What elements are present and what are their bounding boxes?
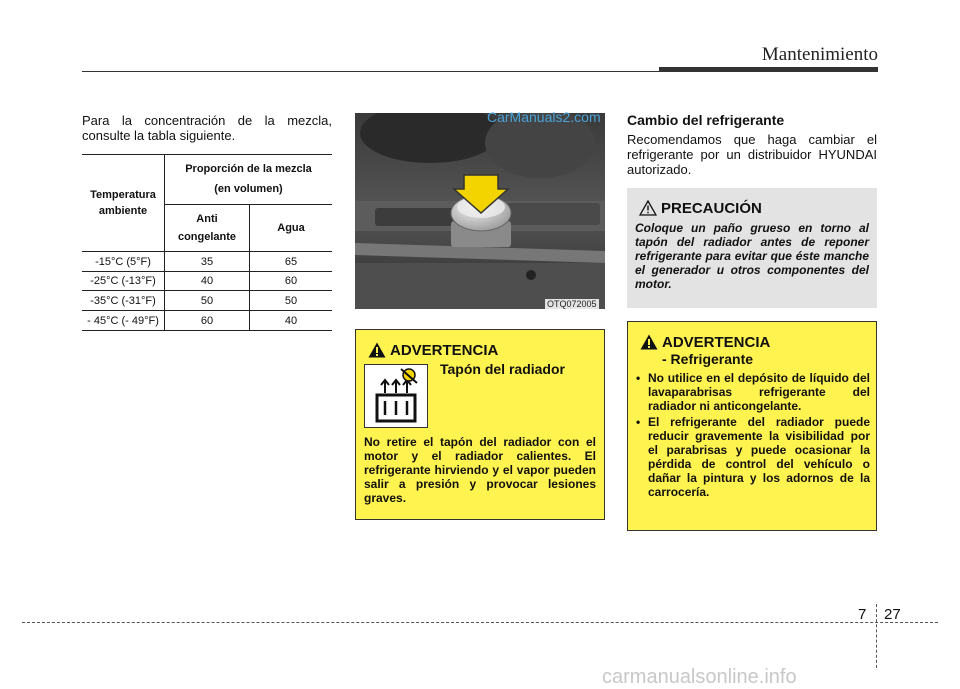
table-row: -35°C (-31°F) 50 50 — [82, 291, 332, 311]
caution-triangle-icon — [639, 200, 657, 216]
caution-text: Coloque un paño grueso en torno al tapón del radiador antes de reponer refrigerante para evitar que éste manche el generador u otros componentes del motor. — [635, 221, 869, 291]
photo-watermark: CarManuals2.com — [487, 109, 601, 125]
warning-triangle-icon — [640, 334, 658, 350]
engine-photo — [355, 113, 605, 309]
table-row: -25°C (-13°F) 40 60 — [82, 272, 332, 291]
warning-subtitle: - Refrigerante — [662, 351, 754, 367]
header-rule-bold — [659, 67, 878, 72]
warning-radiator-cap — [355, 329, 605, 520]
table-header-proportion: Proporción de la mezcla (en volumen) — [165, 155, 333, 205]
page-header-title: Mantenimiento — [761, 44, 878, 65]
warning-title: ADVERTENCIA — [390, 342, 499, 359]
warning-title: ADVERTENCIA — [662, 334, 771, 351]
table-header-temperature: Temperatura ambiente — [82, 155, 165, 252]
hot-radiator-icon — [364, 364, 428, 428]
caution-title: PRECAUCIÓN — [661, 200, 762, 217]
mixture-table — [82, 154, 332, 331]
warning-bullet-list — [636, 371, 870, 499]
table-row: - 45°C (- 49°F) 60 40 — [82, 311, 332, 331]
section-paragraph: Recomendamos que haga cambiar el refrigerante por un distribuidor HYUNDAI autorizado. — [627, 132, 877, 177]
page-number: 27 — [884, 606, 901, 623]
header-rule — [82, 71, 660, 72]
warning-text: No retire el tapón del radiador con el motor y el radiador calientes. El refrigerante hirviendo y el vapor pueden salir a presión y provocar lesiones graves. — [364, 435, 596, 505]
list-item: • No utilice en el depósito de líquido del lavaparabrisas refrigerante del radiador ni anticongelante. — [636, 371, 870, 413]
footer-divider — [876, 604, 877, 668]
warning-coolant — [627, 321, 877, 531]
intro-paragraph: Para la concentración de la mezcla, consulte la tabla siguiente. — [82, 113, 332, 143]
photo-caption: OTQ072005 — [547, 299, 597, 309]
footer-rule — [22, 622, 938, 623]
table-row: -15°C (5°F) 35 65 — [82, 252, 332, 272]
table-header-water: Agua — [250, 204, 333, 252]
caution-box — [627, 188, 877, 308]
section-heading: Cambio del refrigerante — [627, 112, 785, 128]
site-watermark: carmanualsonline.info — [602, 666, 797, 688]
list-item: • El refrigerante del radiador puede reducir gravemente la visibilidad por el parabrisas y puede ocasionar la pérdida de control del vehículo o dañar la pintura y los adornos de la carrocería. — [636, 415, 870, 499]
radiator-cap-illustration — [355, 113, 605, 309]
table-header-antifreeze: Anti congelante — [165, 204, 250, 252]
warning-triangle-icon — [368, 342, 386, 358]
warning-subtitle: Tapón del radiador — [440, 361, 565, 377]
chapter-number: 7 — [858, 606, 867, 623]
